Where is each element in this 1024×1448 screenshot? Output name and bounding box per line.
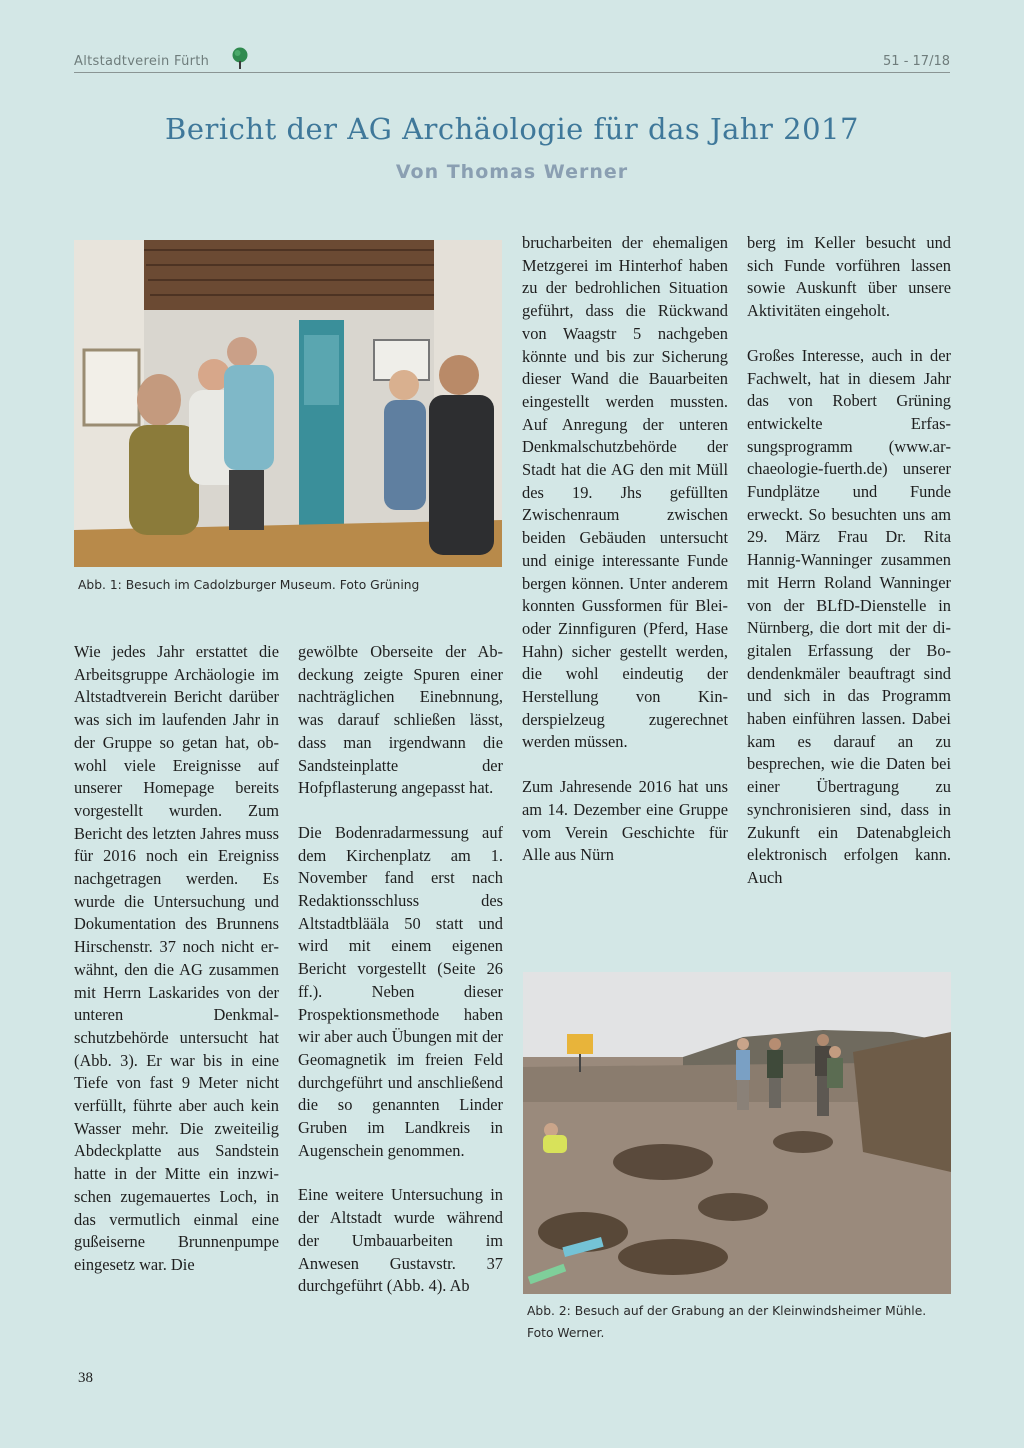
paragraph: Eine weitere Untersuchung in der Altstadt wurde während der Umbauarbeiten im Anwesen Gustavstr. 37 durchgeführt (Abb. 4). Ab [298,1185,503,1296]
article-column-1 [74,641,279,1299]
article-column-2 [298,641,503,1320]
paragraph: Wie jedes Jahr erstattet die Arbeitsgruppe Archäologie im Altstadtverein Bericht darüber was sich im laufenden Jahr in der Gruppe so getan hat, obwohl viele Ereignisse auf unserer Homepage bereits vorgestellt wurden. Zum Bericht des letzten Jahres muss für 2016 noch ein Ereigniss nachgetragen werden. Es wurde die Untersuchung und Dokumentation des Brunnens Hirschenstr. 37 noch nicht erwähnt, den die AG zusammen mit Herrn Laskarides von der unteren Denkmalschutzbehörde untersucht hat (Abb. 3). Er war bis in eine Tiefe von fast 9 Meter nicht verfüllt, führte aber auch kein Wasser mehr. Die zweiteilig Abdeckplatte aus Sandstein hatte in der Mitte ein inzwischen zugemauertes Loch, in das vermutlich einmal eine gußeiserne Brunnenpumpe eingesetz war. Die [74,642,279,1274]
photo-caption-1: Abb. 1: Besuch im Cadolzburger Museum. Foto Grüning [78,578,420,592]
article-title: Bericht der AG Archäologie für das Jahr 2017 [165,112,859,146]
paragraph: berg im Keller besucht und sich Funde vorführen lassen sowie Auskunft über unsere Aktivitäten eingeholt. [747,233,951,321]
header-issue-number: 51 - 17/18 [883,54,950,69]
paragraph: Zum Jahresende 2016 hat uns am 14. Dezember eine Gruppe vom Verein Geschichte für Alle aus Nürn [522,777,728,865]
tree-icon [231,46,249,70]
page-number: 38 [78,1370,93,1386]
article-column-4 [747,232,951,912]
header-divider [74,72,950,73]
article-column-3 [522,232,728,889]
excavation-visit-photo [523,972,951,1294]
paragraph: Die Bodenradarmessung auf dem Kirchenplatz am 1. November fand erst nach Redaktionsschluss des Altstadtblääla 50 statt und wird mit einem eigenen Bericht vorgestellt (Seite 26 ff.). Neben dieser Prospektionsmethode haben wir aber auch Übungen mit der Geomagnetik im freien Feld durchgeführt und anschließend die so genannten Linder Gruben im Landkreis in Augenschein genommen. [298,822,503,1160]
paragraph: gewölbte Oberseite der Abdeckung zeigte Spuren einer nachträglichen Einebnnung, was darauf schließen lässt, dass man irgendwann die Sandsteinplatte der Hofpflasterung angepasst hat. [298,642,503,798]
header-publication-name: Altstadtverein Fürth [74,54,210,69]
museum-visit-photo [74,240,502,567]
photo-caption-2: Abb. 2: Besuch auf der Grabung an der Kleinwindsheimer Mühle. Foto Werner. [527,1304,927,1340]
paragraph: Großes Interesse, auch in der Fachwelt, hat in diesem Jahr das von Robert Grüning entwickelte Erfassungsprogramm (www.archaeologie-fuerth.de) unserer Fundplätze und Funde erweckt. So besuchten uns am 29. März Frau Dr. Rita Hannig-Wanninger zusammen mit Herrn Roland Wanninger von der BLfD-Dienstelle in Nürnberg, die dort mit der digitalen Erfassung der Bodendenkmäler beauftragt sind und sich in das Programm haben einführen lassen. Dabei kam es darauf an zu besprechen, wie die Daten bei einer Übertragung zu synchronisieren sind, dass in Zukunft ein Datenabgleich elektronisch erfolgen kann. Auch [747,345,951,887]
paragraph: brucharbeiten der ehemaligen Metzgerei im Hinterhof haben zu der bedrohlichen Situation geführt, dass die Rückwand von Waagstr 5 nachgeben könnte und bis zur Sicherung dieser Wand die Bauarbeiten eingestellt werden mussten. Auf Anregung der unteren Denkmalschutzbehörde der Stadt hat die AG den mit Müll des 19. Jhs gefüllten Zwischenraum zwischen beiden Gebäuden untersucht und einige interessante Funde bergen können. Unter anderem konnten Gussformen für Blei- oder Zinnfiguren (Pferd, Hase Hahn) sicher gestellt werden, die wohl eindeutig der Herstellung von Kinderspielzeug zugerechnet werden müssen. [522,233,728,752]
article-byline: Von Thomas Werner [395,161,629,183]
